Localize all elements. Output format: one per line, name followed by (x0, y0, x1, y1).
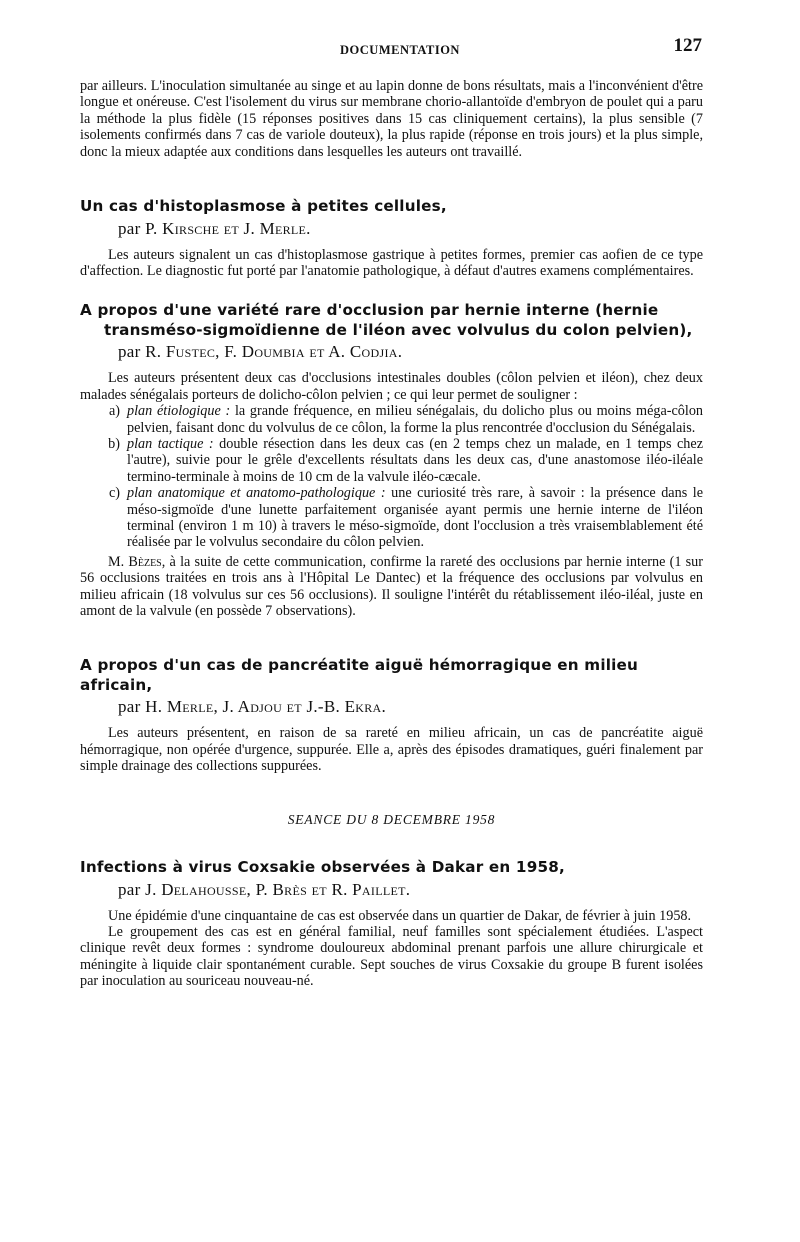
discussion-paragraph (80, 554, 703, 620)
article-title: Infections à virus Coxsakie observées à Dakar en 1958, (80, 858, 565, 877)
seance-heading: SEANCE DU 8 DECEMBRE 1958 (287, 811, 496, 827)
authors-par: par (118, 342, 141, 362)
article-body: Les auteurs signalent un cas d'histoplasmose gastrique à petites formes, premier cas aofien de ce type d'affection. Le diagnostic fut porté par l'anatomie pathologique, à défaut d'autres examens complémentaires. (80, 246, 703, 279)
authors-names: R. Fustec, F. Doumbia et A. Codjia. (145, 342, 403, 362)
authors-par: par (118, 218, 141, 238)
article-authors (118, 879, 703, 900)
authors-par: par (118, 879, 141, 899)
article-title: Un cas d'histoplasmose à petites cellules, (80, 197, 447, 216)
list-item-label: plan anatomique et anatomo-pathologique : (127, 485, 386, 502)
authors-names: P. Kirsche et J. Merle. (145, 218, 311, 238)
authors-par: par (118, 697, 141, 717)
list-marker: a) (108, 403, 120, 420)
list-item (80, 436, 703, 485)
article-intro: Les auteurs présentent deux cas d'occlusions intestinales doubles (côlon pelvien et iléon), chez deux malades sénégalais porteurs de dolicho-côlon pelvien ; ce qui leur permet de souligner : (80, 370, 703, 403)
article-pancreatite (80, 656, 703, 774)
plans-list (80, 403, 703, 551)
list-marker: b) (108, 435, 120, 452)
article-title: A propos d'une variété rare d'occlusion par hernie interne (hernie transméso-sigmoïdienne de l'iléon avec volvulus du colon pelvien), (80, 301, 693, 339)
article-occlusion-hernie (80, 301, 703, 619)
article-authors (118, 218, 703, 239)
article-authors (118, 696, 703, 717)
discussion-text: à la suite de cette communication, confirme la rareté des occlusions par hernie interne (1 sur 56 occlusions traitées en trois ans à l'Hôpital Le Dantec) et la fréquence des occlusions par volvulus en milieu africain (18 volvulus sur ces 56 occlusions). Il souligne l'intérêt du rétablissement iléo-iléal, juste en amont de la valvule (en possède 7 observations). (80, 553, 703, 620)
intro-paragraph: par ailleurs. L'inoculation simultanée au singe et au lapin donne de bons résultats, mais a l'inconvénient d'être longue et onéreuse. C'est l'isolement du virus sur membrane chorio-allantoïde d'embryon de poulet qui a paru la méthode la plus fidèle (15 réponses positives dans 15 cas cliniquement certains), la plus sensible (7 isolements confirmés dans 7 cas de variole douteux), la plus rapide (réponse en trois jours) et la plus simple, donc la mieux adaptée aux conditions dans lesquelles les auteurs ont travaillé. (80, 78, 703, 160)
list-marker: c) (108, 485, 120, 502)
article-paragraph: Une épidémie d'une cinquantaine de cas est observée dans un quartier de Dakar, de février à juin 1958. (108, 907, 692, 924)
page-number: 127 (673, 35, 702, 56)
list-item (80, 403, 703, 436)
list-item (80, 485, 703, 551)
authors-names: J. Delahousse, P. Brès et R. Paillet. (145, 879, 411, 899)
page-content (80, 78, 703, 990)
running-head (0, 35, 800, 62)
article-title: A propos d'un cas de pancréatite aiguë hémorragique en milieu africain, (80, 656, 639, 694)
discussant-name: M. Bèzes, (108, 553, 166, 570)
article-body: Les auteurs présentent, en raison de sa rareté en milieu africain, un cas de pancréatite aiguë hémorragique, non opérée d'urgence, suppurée. Elle a, après des épisodes dramatiques, guéri finalement par simple drainage des collections suppurées. (80, 725, 703, 775)
article-paragraph: Le groupement des cas est en général familial, neuf familles sont spécialement étudiées. L'aspect clinique revêt deux formes : syndrome douloureux abdominal prenant parfois une allure chirurgicale et méningite à liquide clair spontanément curable. Sept souches de virus Coxsakie du groupe B furent isolées par inoculation au souriceau nouveau-né. (80, 923, 703, 990)
list-item-text: double résection dans les deux cas (en 2 temps chez un malade, en 1 temps chez l'autre), suivie pour le grêle d'excellents résultats dans les deux cas, d'une anastomose iléo-iléale termino-terminale à moins de 10 cm de la valvule iléo-cæcale. (127, 435, 703, 485)
list-item-text: la grande fréquence, en milieu sénégalais, du dolicho plus ou moins méga-côlon pelvien, faisant donc du volvulus de ce côlon, la forme la plus rencontrée d'occlusion du Sénégalais. (127, 403, 704, 436)
authors-names: H. Merle, J. Adjou et J.-B. Ekra. (145, 697, 387, 717)
running-title: DOCUMENTATION (340, 43, 460, 57)
article-authors (118, 341, 703, 362)
article-histoplasmose (80, 197, 703, 279)
list-item-label: plan étiologique : (127, 403, 231, 420)
article-coxsakie (80, 858, 703, 990)
list-item-text: une curiosité très rare, à savoir : la présence dans le méso-sigmoïde d'une lunette parfaitement organisée ayant permis une hernie interne de l'iléon terminal (environ 1 m 10) à travers le méso-sigmoïde, dont l'occlusion a très vraisemblablement été réalisée par le volvulus secondaire du côlon pelvien. (127, 485, 704, 551)
list-item-label: plan tactique : (127, 435, 214, 452)
